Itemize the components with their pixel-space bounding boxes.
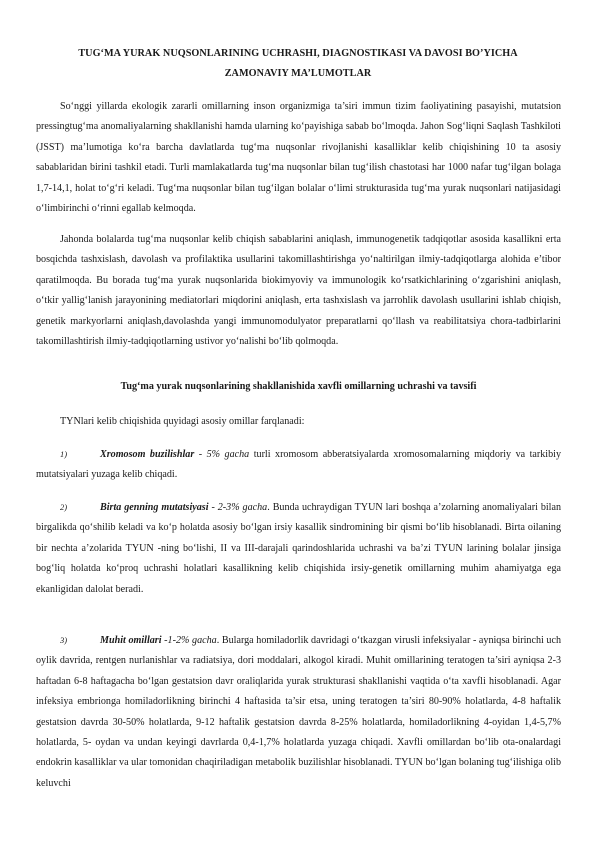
list-item-3 — [36, 630, 561, 794]
list-item-1 — [36, 444, 561, 486]
intro-line: TYNlari kelib chiqishida quyidagi asosiy omillar farqlanadi: — [60, 416, 305, 427]
list-item-term: Muhit omillari — [100, 635, 162, 646]
list-item-number: 1) — [60, 449, 68, 459]
list-item-rate: - 2-3% gacha — [208, 502, 268, 513]
list-item-rate: - 5% gacha — [194, 449, 250, 460]
list-item-term: Birta genning mutatsiyasi — [100, 502, 209, 513]
list-item-2 — [36, 497, 561, 600]
title-line-2: ZAMONAVIY MA’LUMOTLAR — [224, 68, 372, 79]
title-line-1: TUG‘MA YURAK NUQSONLARINING UCHRASHI, DIAGNOSTIKASI VA DAVOSI BO’YICHA — [78, 48, 518, 59]
document-title — [30, 44, 566, 84]
list-item-number: 2) — [60, 502, 68, 512]
section-subheading: Tug‘ma yurak nuqsonlarining shakllanishida xavfli omillarning uchrashi va tavsifi — [120, 381, 477, 392]
list-item-number: 3) — [60, 635, 68, 645]
paragraph-2: Jahonda bolalarda tug‘ma nuqsonlar kelib chiqish sabablarini aniqlash, immunogenetik tadqiqotlar asosida kasallikni erta bosqichda tashxislash, davolash va profilaktika usullarini takomillashtirishga yo‘naltirilgan ilmiy-tadqiqotlarga alohida e’tibor qaratilmoqda. Bu borada tug‘ma yurak nuqsonlarida biokimyoviy va immunologik ko‘rsatkichlarining o‘zgarishini aniqlash, o‘tkir yallig‘lanish jarayonining mediatorlari miqdorini aniqlash, erta tashxislash va jarrohlik davolash usullarini ishlab chiqish, genetik markyorlarni aniqlash,davolashda yangi immunomodulyator preparatlarni qo‘llash va reabilitatsiya chora-tadbirlarini takomillashtirish ilmiy-tadqiqotlarning ustivor yo‘nalishi bo‘lib qolmoqda. — [36, 234, 561, 348]
paragraph-1: So‘nggi yillarda ekologik zararli omillarning inson organizmiga ta’siri immun tizim faoliyatining pasayishi, mutatsion pressingtug‘ma anomaliyalarning shakllanishi hamda ularning ko‘payishiga sabab bo‘lmoqda. Jahon Sog‘liqni Saqlash Tashkiloti (JSST) ma’lumotiga ko‘ra barcha davlatlarda tug‘ma nuqsonlar rivojlanishi kasalliklar kelib chiqishining 10 ta asosiy sabablaridan birini tashkil etadi. Turli mamlakatlarda tug‘ma nuqsonlar bilan tug‘ilish chastotasi har 1000 nafar tug‘ilgan bolaga 1,7-14,1, holat to‘g‘ri keladi. Tug‘ma nuqsonlar bilan tug‘ilgan bolalar o‘limi strukturasida tug‘ma yurak nuqsonlari natijasidagi o‘limbirinchi o‘rinni egallab kelmoqda. — [36, 101, 561, 215]
list-item-text: . Bularga homiladorlik davridagi o‘tkazgan virusli infeksiyalar - ayniqsa birinchi uch oylik davrida, rentgen nurlanishlar va radiatsiya, dori moddalari, alkogol kiradi. Muhit omillarining teratogen ta’siri ayniqsa 2-3 haftadan 6-8 haftagacha bo‘lgan gestatsion davr oraliqlarida yurak strukturasi shakllanishi vaqtida o‘ta xavfli hisoblanadi. Agar infeksiya embrionga homiladorlikning birinchi 4 haftasida ta’sir etsa, uning teratogen ta’siri 80-90% holatlarda, 4-8 haftalik gestatsion davrda 30-50% holatlarda, 9-12 haftalik gestatsion davrda 8-25% holatlarda, homiladorlikning 4-oyidan 1,4-5,7% holatlarda, 5- oydan va undan keyingi davrlarda 0,4-1,7% holatlarda yuzaga chiqadi. Xavfli omillardan bo‘lib ota-onalardagi endokrin kasalliklar va ular tomonidan chaqiriladigan metabolik buzilishlar hisoblanadi. TYUN bo‘lgan bolaning tug‘ilishiga olib keluvchi — [36, 635, 561, 789]
list-item-rate: -1-2% gacha — [161, 635, 217, 646]
list-item-text: . Bunda uchraydigan TYUN lari boshqa a’zolarning anomaliyalari bilan birgalikda qo‘shilib keladi va ko‘p holatda asosiy bo‘lgan irsiy kasallik sindromining bir qismi bo‘lib hisoblanadi. Birta oilaning bir nechta a’zolarida TYUN -ning bo‘lishi, II va III-darajali qarindoshlarida uchrashi va ba’zi TYUN larining bolalar jinsiga bog‘liq holatda ko‘proq uchrashi holatlari kasallikning kelib chiqishida irsiy-genetik omillarning muhim ahamiyatga ega ekanligidan dalolat beradi. — [36, 502, 562, 595]
list-item-text: turli xromosom abberatsiyalarda xromosomalarning miqdoriy va tarkibiy mutatsiyalari yuzaga kelib chiqadi. — [36, 449, 561, 481]
list-item-term: Xromosom buzilishlar — [100, 449, 195, 460]
